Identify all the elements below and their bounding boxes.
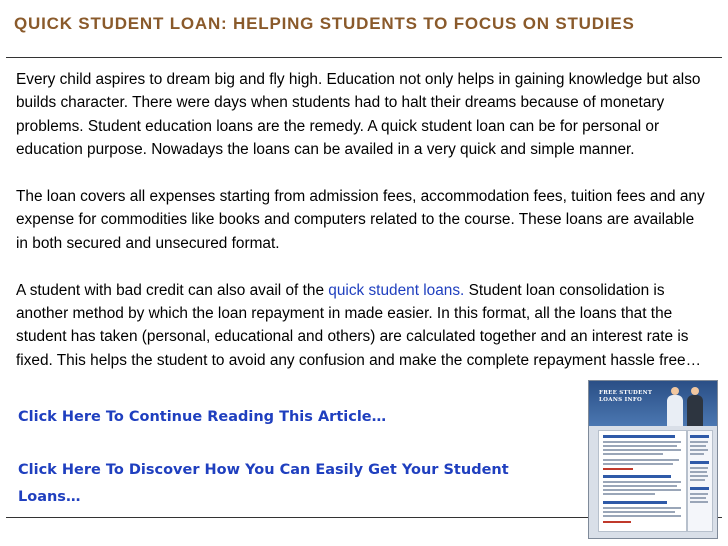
divider-top bbox=[6, 57, 722, 58]
page-title: QUICK STUDENT LOAN: HELPING STUDENTS TO FOCUS ON STUDIES bbox=[14, 14, 635, 33]
quick-student-loans-link[interactable]: quick student loans. bbox=[328, 281, 465, 299]
paragraph-1: Every child aspires to dream big and fly high. Education not only helps in gaining knowledge but also builds character. There were days when students had to halt their dreams because of monetary problems. Student education loans are the remedy. A quick student loan can be for personal or education purpose. Nowadays the loans can be availed in a very quick and simple manner. bbox=[16, 71, 701, 159]
paragraph-2: The loan covers all expenses starting from admission fees, accommodation fees, tuition fees and any expense for commodities like books and computers related to the course. These loans are available in both secured and unsecured format. bbox=[16, 188, 705, 252]
paragraph-3-end: Student loan consolidation is another method by which the loan repayment in made easier. In this format, all the loans that the student has taken (personal, educational and others) are calculated together and an interest rate is fixed. This helps the student to avoid any confusion and make the complete repayment hassle free… bbox=[16, 281, 701, 369]
student-figure-icon bbox=[687, 387, 703, 426]
thumbnail-brand: FREE STUDENT LOANS INFO bbox=[599, 390, 653, 403]
article-body bbox=[16, 68, 706, 396]
website-thumbnail[interactable] bbox=[588, 380, 718, 539]
paragraph-3 bbox=[16, 279, 706, 373]
paragraph-3-start: A student with bad credit can also avail of the bbox=[16, 281, 329, 299]
discover-loans-link[interactable]: Click Here To Discover How You Can Easily Get Your Student Loans… bbox=[18, 462, 509, 505]
thumbnail-header bbox=[589, 381, 717, 426]
thumbnail-content bbox=[598, 430, 687, 532]
continue-reading-link[interactable]: Click Here To Continue Reading This Article… bbox=[18, 409, 387, 425]
thumbnail-sidebar bbox=[687, 430, 713, 532]
student-figure-icon bbox=[667, 387, 683, 426]
